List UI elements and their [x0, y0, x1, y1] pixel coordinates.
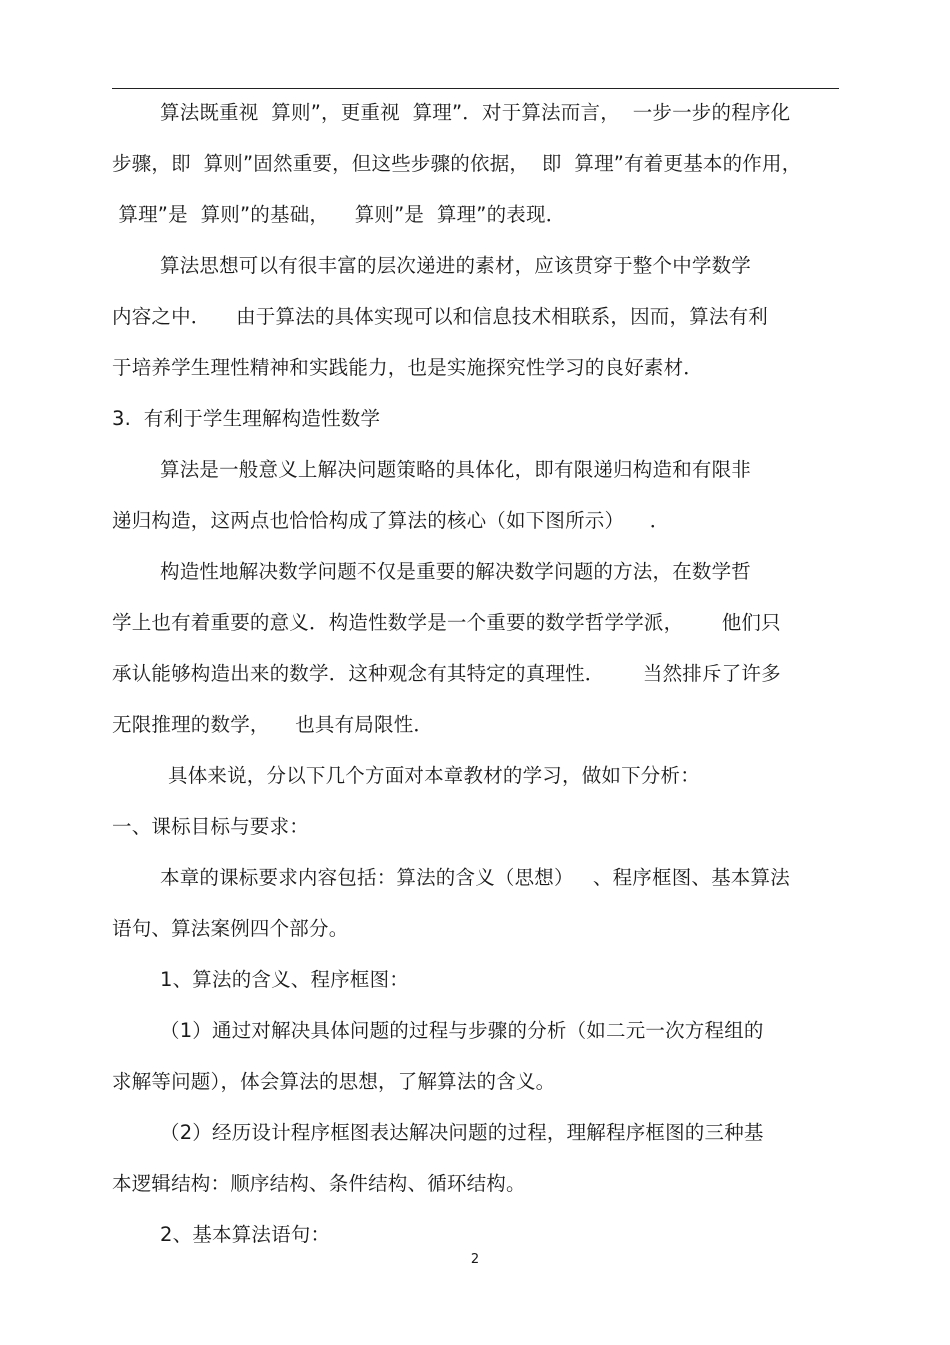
text-line: （1）通过对解决具体问题的过程与步骤的分析（如二元一次方程组的 [160, 1019, 764, 1042]
text-line: 无限推理的数学， 也具有局限性． [112, 713, 434, 736]
text-line: 语句、算法案例四个部分。 [112, 917, 349, 940]
section-heading: 一、课标目标与要求： [112, 815, 310, 838]
text-line: 算理”是 算则”的基础， 算则”是 算理”的表现． [112, 203, 566, 226]
text-line: 具体来说，分以下几个方面对本章教材的学习，做如下分析： [168, 764, 700, 787]
text-line: 本逻辑结构：顺序结构、条件结构、循环结构。 [112, 1172, 526, 1195]
text-line: 递归构造，这两点也恰恰构成了算法的核心（如下图所示） ． [112, 509, 670, 532]
subsection-heading: 2、基本算法语句： [160, 1223, 331, 1246]
text-line: 步骤，即 算则”固然重要，但这些步骤的依据， 即 算理”有着更基本的作用， [112, 152, 802, 175]
text-line: 构造性地解决数学问题不仅是重要的解决数学问题的方法，在数学哲 [160, 560, 752, 583]
text-line: 于培养学生理性精神和实践能力，也是实施探究性学习的良好素材． [112, 356, 704, 379]
text-line: 算法思想可以有很丰富的层次递进的素材，应该贯穿于整个中学数学 [160, 254, 752, 277]
text-line: 求解等问题），体会算法的思想，了解算法的含义。 [112, 1070, 556, 1093]
text-line: 算法是一般意义上解决问题策略的具体化，即有限递归构造和有限非 [160, 458, 752, 481]
header-rule [112, 88, 839, 89]
text-line: 学上也有着重要的意义．构造性数学是一个重要的数学哲学学派， 他们只 [112, 611, 781, 634]
text-line: 本章的课标要求内容包括：算法的含义（思想） 、程序框图、基本算法 [160, 866, 790, 889]
section-heading: 3. 有利于学生理解构造性数学 [112, 407, 381, 430]
text-line: 承认能够构造出来的数学．这种观念有其特定的真理性． 当然排斥了许多 [112, 662, 781, 685]
text-line: 算法既重视 算则”，更重视 算理”．对于算法而言， 一步一步的程序化 [160, 101, 791, 124]
text-line: （2）经历设计程序框图表达解决问题的过程，理解程序框图的三种基 [160, 1121, 764, 1144]
subsection-heading: 1、算法的含义、程序框图： [160, 968, 410, 991]
page-number: 2 [470, 1252, 480, 1267]
text-line: 内容之中． 由于算法的具体实现可以和信息技术相联系，因而，算法有利 [112, 305, 768, 328]
